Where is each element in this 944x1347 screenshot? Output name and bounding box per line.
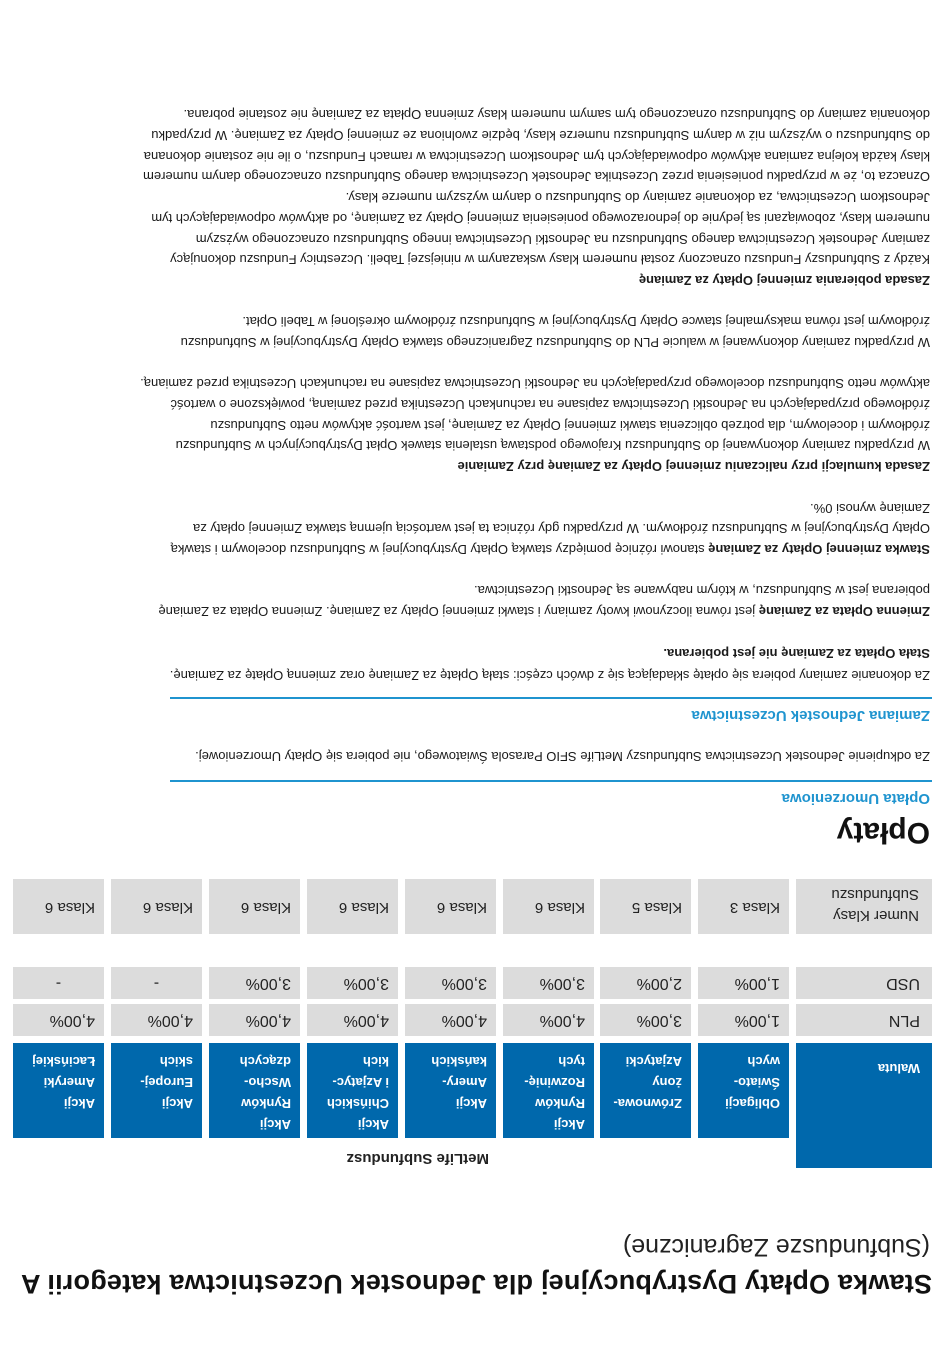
fund-header-cell: Akcji Rynków Rozwinię- tych [503,1043,594,1138]
class-cell: Klasa 6 [307,879,398,934]
fund-header-cell: Zrównowa- żony Azjatycki [600,1043,691,1138]
table-cell: - [111,967,202,999]
fund-header-cell: Akcji Ameryki Łacińskiej [13,1043,104,1138]
table-cell: 2,00% [600,967,691,999]
table-cell: - [13,967,104,999]
class-cell: Klasa 6 [111,879,202,934]
class-cell: Klasa 6 [503,879,594,934]
section-title-unit-exchange: Zamiana Jednostek Uczestnictwa [691,707,930,724]
table-cell: 3,00% [503,967,594,999]
page-subtitle: (Subfundusze Zagraniczne) [622,1233,930,1261]
paragraph: Zasada kumulacji przy naliczaniu zmiennej Opłaty za Zamianę przy Zamianie W przypadku zamiany dokonywanej do Subfunduszu Krajowego podstawą ustalenia stawek Opłat Dystrybucyjnych w Subfunduszu źródłowym i docelowym, dla potrzeb obliczenia stawki zmiennej Opłaty za Zamianę, jest wartość aktywów netto Subfunduszu źródłowego przypadających na Jednostki Uczestnictwa zapisane na rachunkach Uczestnika przed zamianą, powiększone o wartość aktywów netto Subfunduszu docelowego przypadających na Jednostki Uczestnictwa zapisane na rachunkach Uczestnika przed zamianą. [140,376,930,474]
table-cell: 1,00% [698,967,789,999]
class-cell: Klasa 6 [209,879,300,934]
paragraph: Stawka zmiennej Opłaty za Zamianę stanowi różnicę pomiędzy stawką Opłaty Dystrybucyjnej w Subfunduszu docelowym i stawką Opłaty Dystrybucyjnej w Subfunduszu źródłowym. W przypadku gdy różnica ta jest wartością ujemną stawka Zmiennej opłaty za Zamianę wynosi 0%. [170,500,930,557]
currency-header-label: Waluta [877,1061,920,1076]
table-cell: 4,00% [503,1004,594,1036]
table-cell: 4,00% [307,1004,398,1036]
class-cell: Klasa 3 [698,879,789,934]
metlife-subfund-header: MetLife Subfundusz [346,1150,489,1167]
section-divider [170,780,932,782]
table-cell: 4,00% [13,1004,104,1036]
fund-header-cell: Akcji Rynków Wscho- dzących [209,1043,300,1138]
class-cell: Klasa 6 [405,879,496,934]
section-text: Za odkupienie Jednostek Uczestnictwa Subfunduszy MetLife SFIO Parasola Światowego, nie pobiera się Opłaty Umorzeniowej. [195,749,930,764]
class-cell: Klasa 6 [13,879,104,934]
fund-header-cell: Obligacji Świato- wych [698,1043,789,1138]
fund-header-cell: Akcji Chińskich i Azjatyc- kich [307,1043,398,1138]
table-cell: 1,00% [698,1004,789,1036]
table-cell: 3,00% [600,1004,691,1036]
table-cell: 4,00% [209,1004,300,1036]
class-cell: Klasa 5 [600,879,691,934]
paragraph: Stała Opłata za Zamianę nie jest pobierana. [663,646,930,661]
fund-header-cell: Akcji Amery- kańskich [405,1043,496,1138]
table-cell: 3,00% [307,967,398,999]
paragraph: Zasada pobierania zmiennej Opłaty za Zamianę Każdy z Subfunduszy Funduszu oznaczony został numerem klasy wskazanym w niniejszej Tabeli. Uczestnicy Funduszu dokonujący zamiany Jednostek Uczestnictwa danego Subfunduszu na Jednostki Uczestnictwa innego Subfunduszu oznaczonego wyższym numerem klasy, zobowiązani są jedynie do jednorazowego poniesienia zmiennej Opłaty za Zamianę, od aktywów odpowiadających tym Jednostkom Uczestnictwa, za dokonanie zamiany do Subfunduszu o danym wyższym numerze klasy. Oznacza to, że w przypadku poniesienia przez Uczestnika Jednostek Uczestnictwa danego Subfunduszu oznaczonego danym numerem klasy każda kolejna zamiana aktywów odpowiadających tym Jednostkom Uczestnictwa w ramach Funduszu, o ile nie zostanie dokonana do Subfunduszu o wyższym niż w danym Subfunduszu numerze klasy, będzie zwolniona ze zmiennej Opłaty za Zamianę. W przypadku dokonania zamiany do Subfunduszu oznaczonego tym samym numerem klasy zmienna Opłata za Zamianę nie zostanie pobrana. [143,107,930,288]
currency-header-cell [796,1043,932,1168]
table-cell: 3,00% [405,967,496,999]
section-divider [170,697,932,699]
section-title-redemption-fee: Opłata Umorzeniowa [781,790,930,807]
class-number-header: Numer Klasy Subfunduszu [796,879,932,934]
fees-heading: Opłaty [836,816,930,849]
paragraph: Za dokonanie zamiany pobiera się opłatę składającą się z dwóch części: stałą Opłatę za Zamianę oraz zmienną Opłatę za Zamianę. [169,668,930,683]
row-label-usd: USD [796,967,932,999]
fund-header-cell: Akcji Europej- skich [111,1043,202,1138]
table-cell: 3,00% [209,967,300,999]
paragraph: Zmienna Opłata za Zamianę jest równa iloczynowi kwoty zamiany i stawki zmiennej Opłaty za Zamianę. Zmienna Opłata za Zamianę pobierana jest w Subfunduszu, w którym nabywane są Jednostki Uczestnictwa. [158,583,930,619]
table-cell: 4,00% [111,1004,202,1036]
row-label-pln: PLN [796,1004,932,1036]
paragraph: W przypadku zamiany dokonywanej w walucie PLN do Subfunduszu Zagranicznego stawka Opłaty Dystrybucyjnej w Subfunduszu źródłowym jest równa maksymalnej stawce Opłaty Dystrybucyjnej w Subfunduszu źródłowym określonej w Tabeli Opłat. [180,314,930,350]
table-cell: 4,00% [405,1004,496,1036]
page-title: Stawka Opłaty Dystrybucyjnej dla Jednostek Uczestnictwa kategorii A [20,1269,932,1299]
